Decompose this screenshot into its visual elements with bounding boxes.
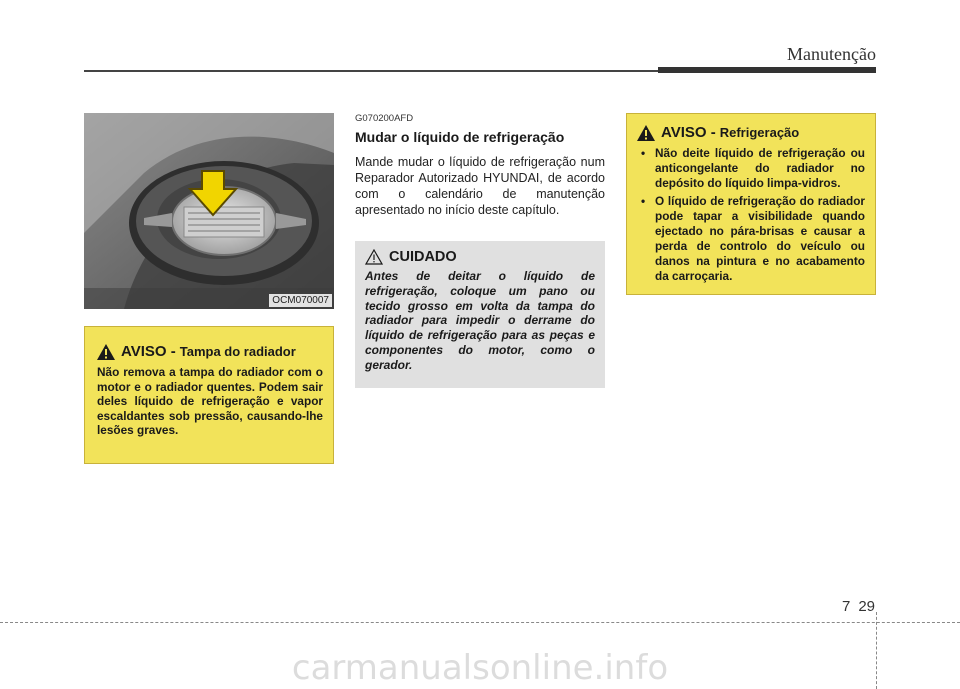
caution-title	[365, 249, 595, 265]
radiator-cap-photo	[84, 113, 334, 309]
bullet-icon: •	[641, 146, 646, 160]
warning-title	[97, 343, 323, 360]
bullet-icon: •	[641, 194, 646, 208]
warning-triangle-icon	[97, 344, 115, 360]
warning-title-sub: Tampa do radiador	[179, 344, 296, 359]
caution-text: Antes de deitar o líquido de refrigeração, coloque um pano ou tecido grosso em volta da tampa do radiador para impedir o derrame do líquido de refrigeração para as peças e componentes do motor, como o gerador.	[365, 269, 595, 372]
list-item	[637, 146, 865, 191]
header-rule-thick	[658, 67, 876, 73]
section-code: G070200AFD	[355, 113, 414, 124]
warning-radiator-cap-box	[84, 326, 334, 464]
radiator-cap-illustration	[84, 113, 334, 309]
warning-coolant-title-sub: Refrigeração	[719, 125, 800, 140]
section-body: Mande mudar o líquido de refrigeração num Reparador Autorizado HYUNDAI, de acordo com o calendário de manutenção apresentado no início deste capítulo.	[355, 155, 605, 217]
caution-title-text: CUIDADO	[389, 249, 457, 265]
coolant-section	[355, 113, 605, 218]
caution-box	[355, 241, 605, 388]
page-number	[842, 598, 875, 615]
chapter-number: 7	[842, 598, 851, 615]
caution-triangle-icon	[365, 249, 383, 265]
watermark: carmanualsonline.info	[291, 648, 669, 688]
warning-coolant-box	[626, 113, 876, 295]
warning-title-main: AVISO -	[121, 343, 176, 360]
warning-coolant-list	[637, 146, 865, 284]
warning-coolant-title	[637, 124, 865, 141]
warning-text: Não remova a tampa do radiador com o motor e o radiador quentes. Podem sair deles líquido de refrigeração e vapor escaldantes sob pressão, causando-lhe lesões graves.	[97, 365, 323, 438]
warning-triangle-icon	[637, 125, 655, 141]
list-item	[637, 194, 865, 284]
list-item-text: Não deite líquido de refrigeração ou anticongelante do radiador no depósito do líquido limpa-vidros.	[655, 146, 865, 190]
list-item-text: O líquido de refrigeração do radiador pode tapar a visibilidade quando ejectado no pára-brisas e causar a perda de controlo do veículo ou danos na pintura e no acabamento da carroçaria.	[655, 194, 865, 283]
section-heading: Mudar o líquido de refrigeração	[355, 129, 565, 145]
warning-coolant-title-main: AVISO -	[661, 124, 716, 141]
header-rule-thin	[84, 70, 658, 72]
page-number-value: 29	[858, 598, 876, 615]
footer-rule	[0, 622, 960, 623]
header-title: Manutenção	[787, 44, 876, 64]
photo-code: OCM070007	[269, 294, 332, 307]
